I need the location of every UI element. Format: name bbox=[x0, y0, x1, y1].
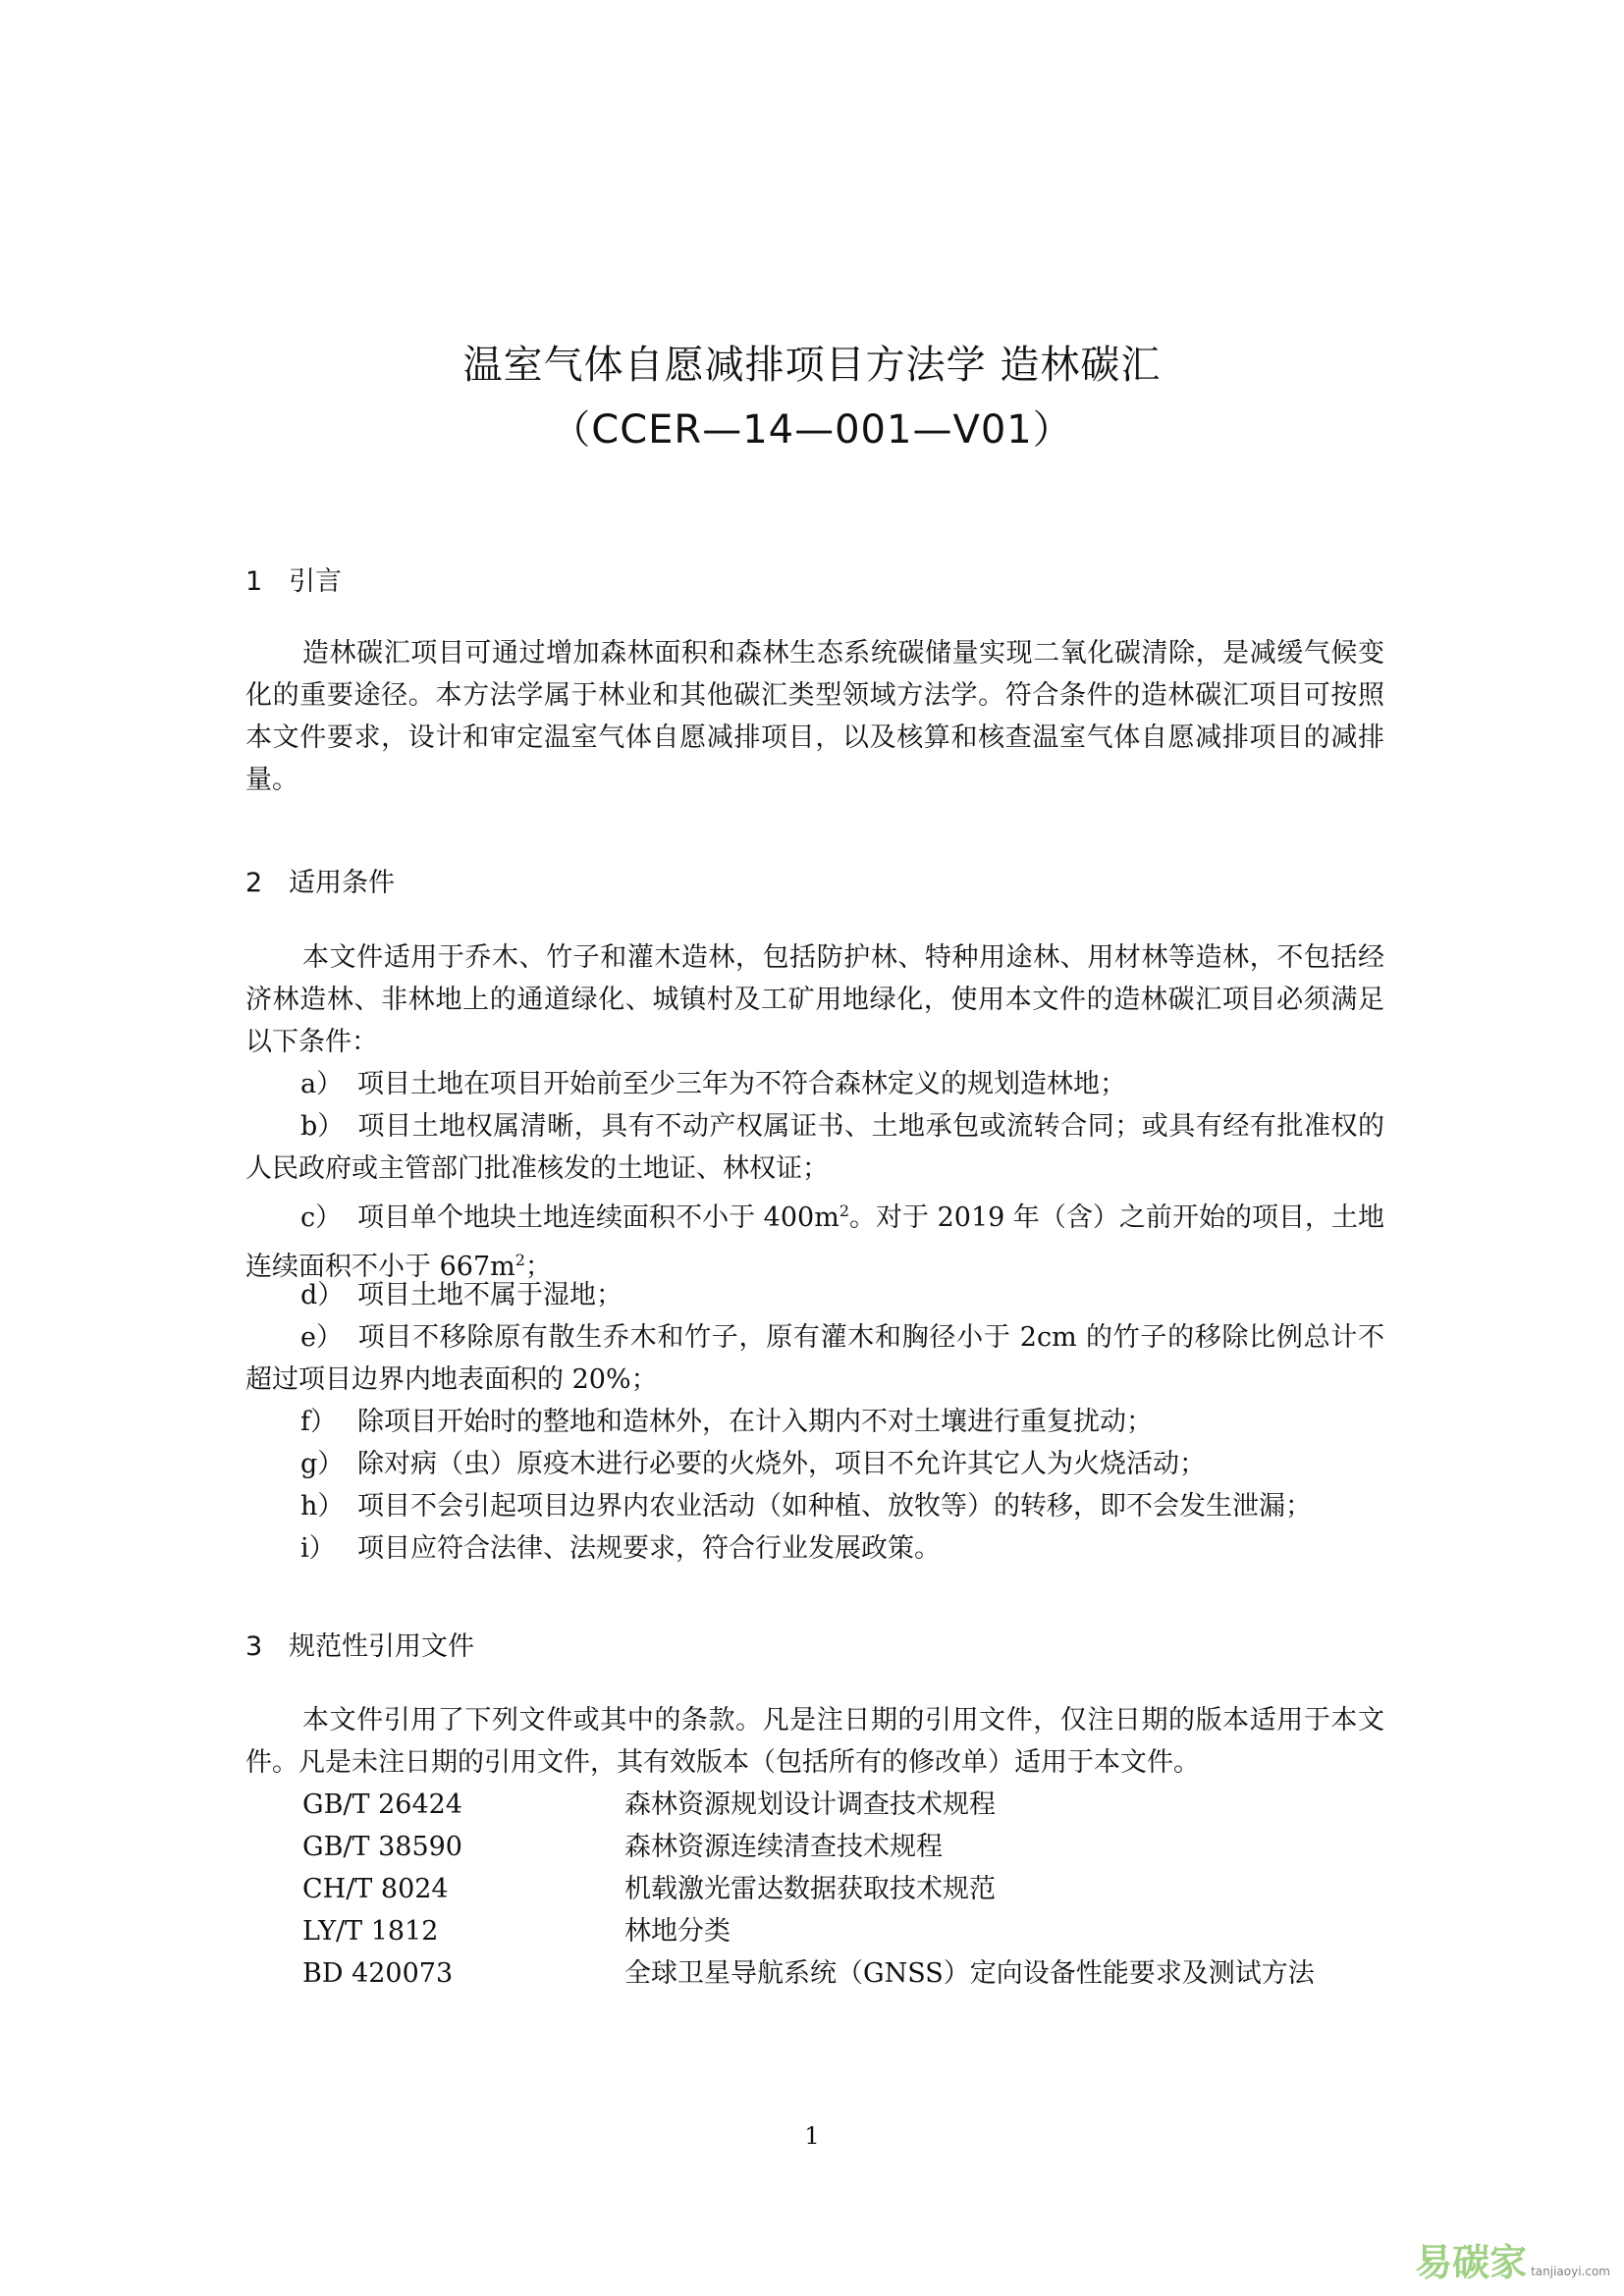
item-text: 项目土地在项目开始前至少三年为不符合森林定义的规划造林地； bbox=[357, 1069, 1126, 1099]
applicability-paragraph: 本文件适用于乔木、竹子和灌木造林，包括防护林、特种用途林、用材林等造林，不包括经济林造林、非林地上的通道绿化、城镇村及工矿用地绿化，使用本文件的造林碳汇项目必须满足以下条件： bbox=[245, 942, 1384, 1057]
reference-name: 森林资源规划设计调查技术规程 bbox=[624, 1789, 996, 1820]
section-number: 3 bbox=[245, 1631, 263, 1662]
reference-code: BD 420073 bbox=[302, 1958, 454, 1989]
section-title: 适用条件 bbox=[289, 868, 395, 898]
reference-name: 全球卫星导航系统（GNSS）定向设备性能要求及测试方法 bbox=[624, 1958, 1315, 1989]
item-text: 除项目开始时的整地和造林外，在计入期内不对土壤进行重复扰动； bbox=[357, 1407, 1153, 1437]
condition-item-a bbox=[245, 1063, 1384, 1105]
item-marker: h） bbox=[300, 1491, 345, 1522]
item-text: 项目土地不属于湿地； bbox=[357, 1280, 623, 1310]
reference-row bbox=[302, 1952, 1315, 1995]
item-text: 项目应符合法律、法规要求，符合行业发展政策。 bbox=[357, 1533, 941, 1564]
reference-code: LY/T 1812 bbox=[302, 1916, 439, 1947]
item-marker: f） bbox=[300, 1407, 337, 1437]
condition-item-e bbox=[245, 1316, 1384, 1401]
section-number: 2 bbox=[245, 868, 263, 898]
reference-code: GB/T 38590 bbox=[302, 1832, 462, 1862]
item-text: ； bbox=[524, 1252, 552, 1282]
section-title: 规范性引用文件 bbox=[289, 1631, 474, 1662]
condition-item-b bbox=[245, 1105, 1384, 1190]
reference-name: 森林资源连续清查技术规程 bbox=[624, 1832, 943, 1862]
item-marker: i） bbox=[300, 1533, 336, 1564]
section-heading-3 bbox=[245, 1625, 474, 1663]
watermark-logo bbox=[1415, 2232, 1610, 2286]
document-title: 温室气体自愿减排项目方法学 造林碳汇 bbox=[462, 343, 1162, 388]
reference-code: CH/T 8024 bbox=[302, 1874, 449, 1904]
condition-item-c bbox=[245, 1190, 1384, 1288]
section-heading-2 bbox=[245, 861, 395, 899]
watermark-text: 易碳家 bbox=[1415, 2241, 1528, 2284]
item-text: 项目不移除原有散生乔木和竹子，原有灌木和胸径小于 2cm 的竹子的移除比例总计不超过项目边界内地表面积的 20%； bbox=[245, 1322, 1384, 1395]
condition-item-i bbox=[245, 1527, 1384, 1570]
section-heading-1 bbox=[245, 560, 342, 598]
item-text: 项目不会引起项目边界内农业活动（如种植、放牧等）的转移，即不会发生泄漏； bbox=[357, 1491, 1312, 1522]
superscript: 2 bbox=[839, 1201, 849, 1220]
item-marker: g） bbox=[300, 1449, 345, 1479]
condition-item-f bbox=[245, 1401, 1384, 1443]
reference-row bbox=[302, 1784, 996, 1826]
superscript: 2 bbox=[514, 1251, 525, 1269]
page-number: 1 bbox=[804, 2122, 820, 2150]
references-paragraph: 本文件引用了下列文件或其中的条款。凡是注日期的引用文件，仅注日期的版本适用于本文件。凡是未注日期的引用文件，其有效版本（包括所有的修改单）适用于本文件。 bbox=[245, 1705, 1384, 1778]
item-marker: e） bbox=[300, 1322, 343, 1353]
item-marker: c） bbox=[300, 1202, 343, 1233]
watermark-subtext: tanjiaoyi.com bbox=[1531, 2265, 1610, 2278]
section-number: 1 bbox=[245, 566, 263, 597]
reference-code: GB/T 26424 bbox=[302, 1789, 462, 1820]
reference-name: 林地分类 bbox=[624, 1916, 731, 1947]
reference-row bbox=[302, 1826, 943, 1868]
item-marker: b） bbox=[300, 1111, 345, 1142]
condition-item-g bbox=[245, 1443, 1384, 1485]
reference-row bbox=[302, 1868, 996, 1910]
condition-item-d bbox=[245, 1274, 1384, 1316]
reference-name: 机载激光雷达数据获取技术规范 bbox=[624, 1874, 996, 1904]
condition-item-h bbox=[245, 1485, 1384, 1527]
document-code: （CCER—14—001—V01） bbox=[551, 407, 1073, 453]
item-text: 项目土地权属清晰，具有不动产权属证书、土地承包或流转合同；或具有经有批准权的人民政府或主管部门批准核发的土地证、林权证； bbox=[245, 1111, 1384, 1184]
section-title: 引言 bbox=[289, 566, 342, 597]
item-marker: a） bbox=[300, 1069, 344, 1099]
item-text: 项目单个地块土地连续面积不小于 400m bbox=[357, 1202, 839, 1233]
intro-paragraph: 造林碳汇项目可通过增加森林面积和森林生态系统碳储量实现二氧化碳清除，是减缓气候变化的重要途径。本方法学属于林业和其他碳汇类型领域方法学。符合条件的造林碳汇项目可按照本文件要求，设计和审定温室气体自愿减排项目，以及核算和核查温室气体自愿减排项目的减排量。 bbox=[245, 638, 1384, 795]
item-text: 除对病（虫）原疫木进行必要的火烧外，项目不允许其它人为火烧活动； bbox=[357, 1449, 1206, 1479]
item-marker: d） bbox=[300, 1280, 345, 1310]
reference-row bbox=[302, 1910, 731, 1952]
item-text: 。对于 2019 年（含）之前开始的项目，土地连续面积不小于 667m bbox=[245, 1202, 1384, 1282]
